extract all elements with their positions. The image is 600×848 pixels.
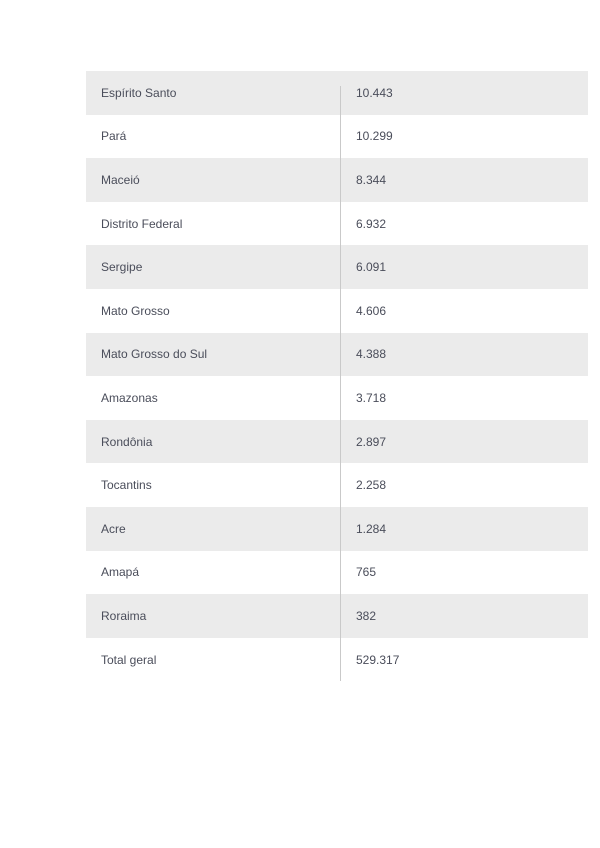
state-name: Tocantins xyxy=(101,478,152,493)
table-row xyxy=(86,245,588,289)
table-row xyxy=(86,376,588,420)
state-name: Rondônia xyxy=(101,434,153,449)
state-value: 765 xyxy=(356,565,377,580)
state-value: 382 xyxy=(356,608,377,623)
state-value: 10.443 xyxy=(356,85,393,100)
state-name: Roraima xyxy=(101,608,147,623)
state-name: Maceió xyxy=(101,172,140,187)
state-value: 8.344 xyxy=(356,172,387,187)
table-row xyxy=(86,333,588,377)
state-name: Sergipe xyxy=(101,260,143,275)
state-name: Acre xyxy=(101,521,126,536)
state-value: 3.718 xyxy=(356,390,387,405)
state-value: 6.932 xyxy=(356,216,387,231)
state-value: 6.091 xyxy=(356,260,387,275)
table-row xyxy=(86,202,588,246)
table-row xyxy=(86,594,588,638)
table-row xyxy=(86,71,588,115)
state-name: Mato Grosso xyxy=(101,303,170,318)
state-name: Distrito Federal xyxy=(101,216,183,231)
state-name: Espírito Santo xyxy=(101,85,177,100)
state-value: 4.388 xyxy=(356,347,387,362)
table-row xyxy=(86,463,588,507)
state-value: 1.284 xyxy=(356,521,387,536)
state-value: 10.299 xyxy=(356,129,393,144)
column-divider xyxy=(340,86,341,681)
state-name: Amazonas xyxy=(101,390,158,405)
table-row xyxy=(86,115,588,159)
table-row xyxy=(86,507,588,551)
state-name: Mato Grosso do Sul xyxy=(101,347,208,362)
total-label: Total geral xyxy=(101,652,157,667)
state-name: Amapá xyxy=(101,565,140,580)
table-row xyxy=(86,420,588,464)
state-value: 2.897 xyxy=(356,434,387,449)
state-value: 4.606 xyxy=(356,303,387,318)
table-row xyxy=(86,551,588,595)
table-row-total xyxy=(86,638,588,682)
table-row xyxy=(86,158,588,202)
total-value: 529.317 xyxy=(356,652,400,667)
table-row xyxy=(86,289,588,333)
state-value: 2.258 xyxy=(356,478,387,493)
data-table xyxy=(86,71,588,681)
state-name: Pará xyxy=(101,129,127,144)
